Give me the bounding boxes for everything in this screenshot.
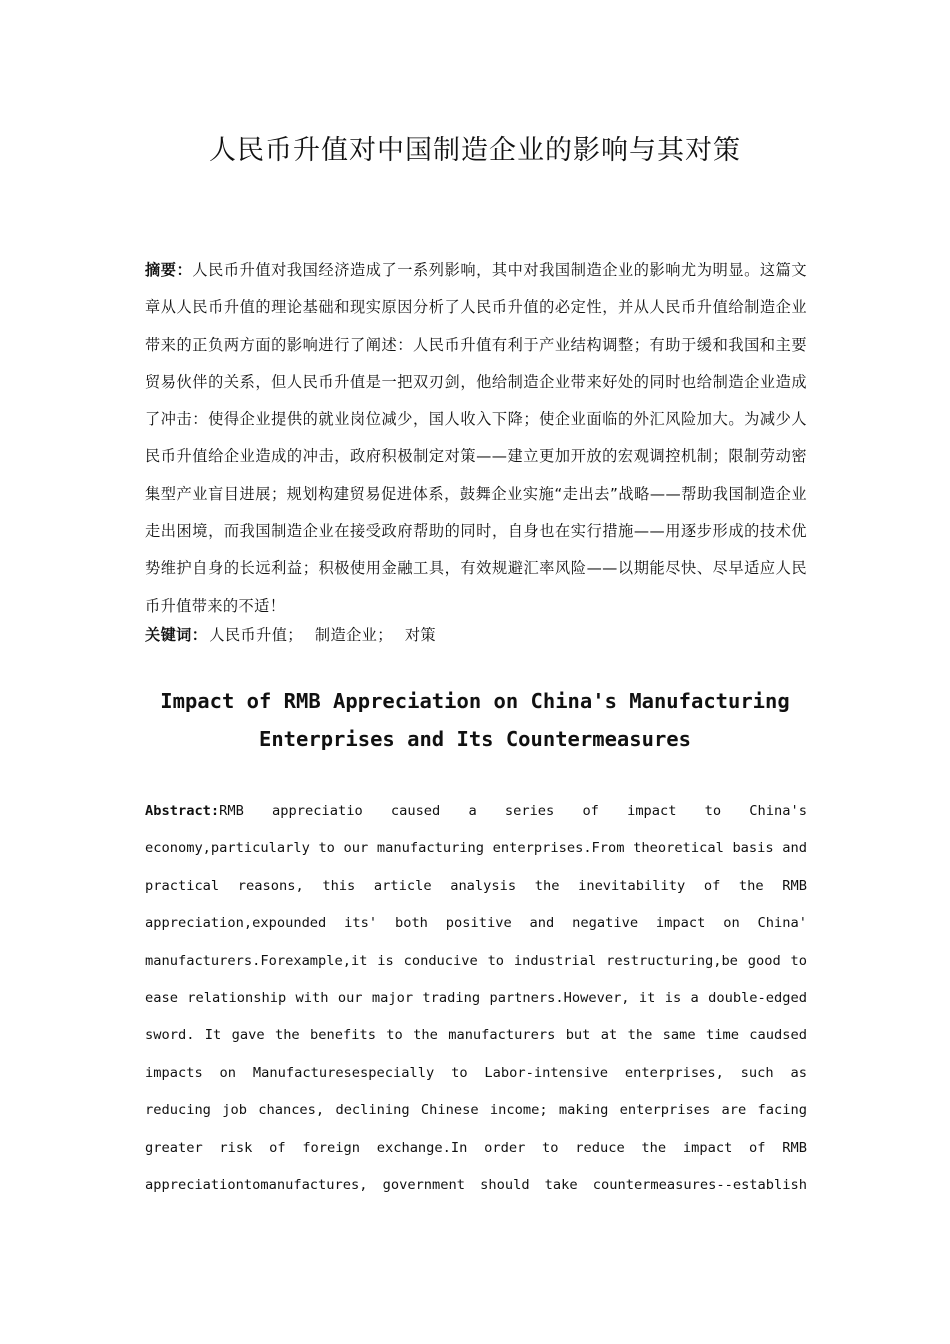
- keyword-item: 人民币升值；: [209, 626, 303, 644]
- english-title: [100, 682, 850, 758]
- chinese-abstract: [145, 252, 807, 625]
- keyword-item: 对策: [404, 626, 437, 644]
- chinese-keywords-label: 关键词：: [145, 626, 208, 644]
- english-abstract-text: RMB appreciatio caused a series of impact to China's economy,particularly to our manufacturing enterprises.From theoretical basis and practical reasons, this article analysis the inevitability of the RMB appreciation,expounded its' both positive and negative impact on China' manufacturers.Forexample,it is conducive to industrial restructuring,be good to ease relationship with our major trading partners.However, it is a double-edged sword. It gave the benefits to the manufacturers but at the same time caudsed impacts on Manufacturesespecially to Labor-intensive enterprises, such as reducing job chances, declining Chinese income; making enterprises are facing greater risk of foreign exchange.In order to reduce the impact of RMB appreciationtomanufactures, government should take countermeasures--establish: [145, 803, 807, 1194]
- chinese-title: 人民币升值对中国制造企业的影响与其对策: [209, 135, 741, 166]
- english-abstract: [145, 793, 807, 1204]
- chinese-abstract-text: 人民币升值对我国经济造成了一系列影响，其中对我国制造企业的影响尤为明显。这篇文章从人民币升值的理论基础和现实原因分析了人民币升值的必定性，并从人民币升值给制造企业带来的正负两方面的影响进行了阐述：人民币升值有利于产业结构调整；有助于缓和我国和主要贸易伙伴的关系，但人民币升值是一把双刃剑，他给制造企业带来好处的同时也给制造企业造成了冲击：使得企业提供的就业岗位减少，国人收入下降；使企业面临的外汇风险加大。为减少人民币升值给企业造成的冲击，政府积极制定对策——建立更加开放的宏观调控机制；限制劳动密集型产业盲目进展；规划构建贸易促进体系，鼓舞企业实施“走出去”战略——帮助我国制造企业走出困境，而我国制造企业在接受政府帮助的同时，自身也在实行措施——用逐步形成的技术优势维护自身的长远利益；积极使用金融工具，有效规避汇率风险——以期能尽快、尽早适应人民币升值带来的不适！: [145, 261, 808, 615]
- chinese-keywords: [145, 620, 807, 650]
- english-title-line-2: Enterprises and Its Countermeasures: [259, 727, 691, 751]
- chinese-abstract-label: 摘要：: [145, 261, 193, 279]
- english-title-line-1: Impact of RMB Appreciation on China's Manufacturing: [160, 689, 790, 713]
- keyword-item: 制造企业；: [314, 626, 393, 644]
- english-abstract-label: Abstract:: [145, 803, 220, 819]
